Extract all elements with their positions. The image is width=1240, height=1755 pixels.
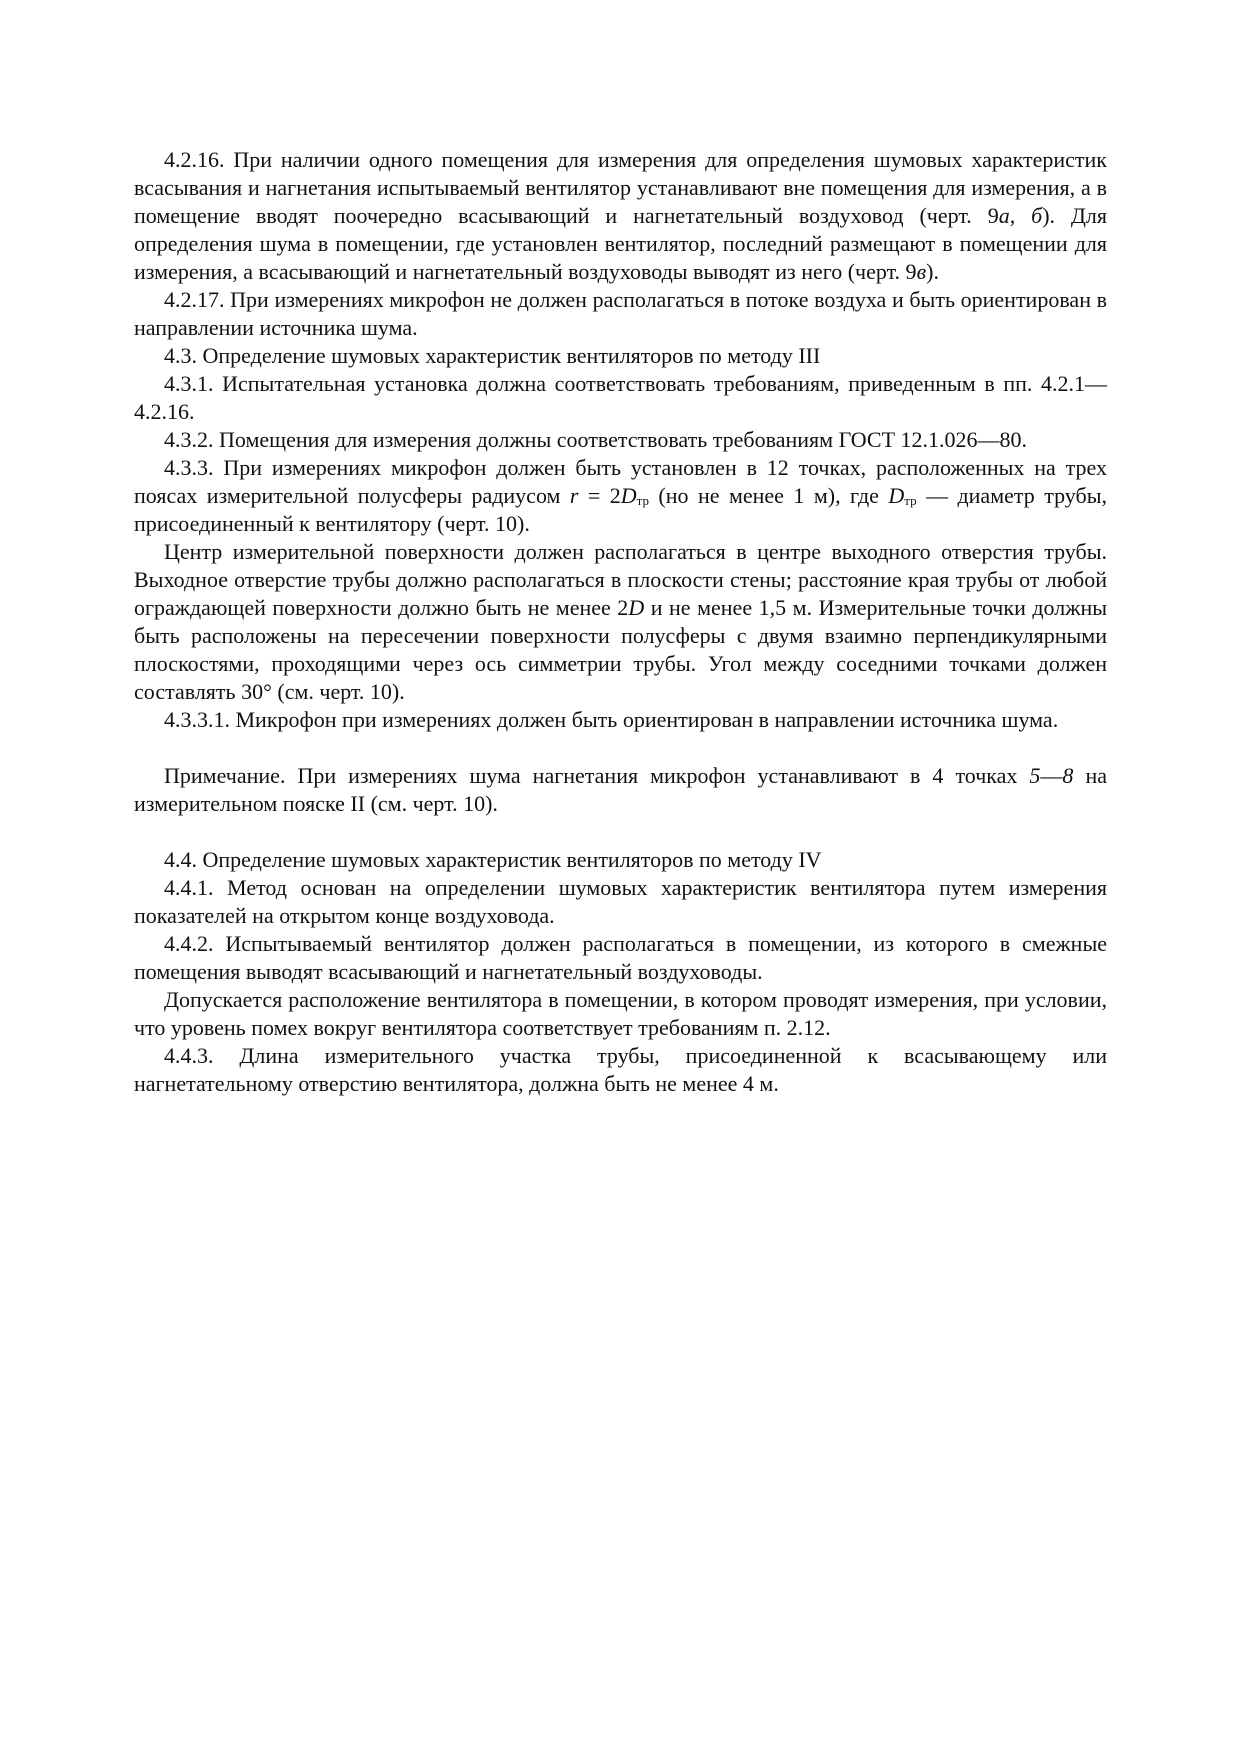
paragraph-4-3-3 — [134, 454, 1107, 538]
text-run: на измерительном пояске II (см. черт. 10). — [134, 763, 1107, 816]
text-run: = 2 — [578, 483, 621, 508]
text-run: ). Для определения шума в помещении, где установлен вентилятор, последний размещают в помещении для измерения, а всасывающий и нагнетательный воздуховоды выводят из него (черт. 9 — [134, 203, 1108, 284]
heading-4-4: 4.4. Определение шумовых характеристик вентиляторов по методу IV — [164, 847, 822, 872]
document-page — [134, 146, 1107, 1098]
paragraph-center — [134, 538, 1107, 706]
paragraph-4-4-3: 4.4.3. Длина измерительного участка трубы, присоединенной к всасывающему или нагнетательному отверстию вентилятора, должна быть не менее 4 м. — [134, 1043, 1107, 1096]
text-run: Примечание. При измерениях шума нагнетания микрофон устанавливают в 4 точках — [164, 763, 1030, 788]
paragraph-4-4-2: 4.4.2. Испытываемый вентилятор должен располагаться в помещении, из которого в смежные помещения выводят всасывающий и нагнетательный воздуховоды. — [134, 931, 1107, 984]
italic-run: а — [998, 203, 1010, 228]
heading-4-3: 4.3. Определение шумовых характеристик вентиляторов по методу III — [164, 343, 821, 368]
text-run: Центр измерительной поверхности должен располагаться в центре выходного отверстия трубы. Выходное отверстие трубы должно располагаться в плоскости стены; расстояние края трубы от любой ограждающей поверхности должно быть не менее 2 — [134, 539, 1107, 620]
text-run: и не менее 1,5 м. Измерительные точки должны быть расположены на пересечении поверхности полусферы с двумя взаимно перпендикулярными плоскостями, проходящими через ось симметрии трубы. Угол между соседними точками должен составлять 30° (см. черт. 10). — [134, 595, 1108, 704]
paragraph-allowed: Допускается расположение вентилятора в помещении, в котором проводят измерения, при условии, что уровень помех вокруг вентилятора соответствует требованиям п. 2.12. — [134, 987, 1107, 1040]
subscript: тр — [636, 493, 649, 508]
paragraph-4-3-3-1: 4.3.3.1. Микрофон при измерениях должен быть ориентирован в направлении источника шума. — [164, 707, 1059, 732]
italic-run: в — [916, 259, 927, 284]
paragraph-4-2-17: 4.2.17. При измерениях микрофон не должен располагаться в потоке воздуха и быть ориентирован в направлении источника шума. — [134, 287, 1107, 340]
text-run: — — [1040, 763, 1063, 788]
paragraph-4-2-16 — [134, 146, 1107, 286]
italic-run: 8 — [1062, 763, 1074, 788]
text-run: , — [1009, 203, 1032, 228]
note-paragraph — [134, 762, 1107, 818]
italic-run: D — [888, 483, 905, 508]
subscript: тр — [904, 493, 917, 508]
spacer — [134, 818, 1107, 846]
italic-run: 5 — [1029, 763, 1041, 788]
text-run: 4.3.3. При измерениях микрофон должен быть установлен в 12 точках, расположенных на трех поясах измерительной полусферы радиусом — [134, 455, 1107, 508]
paragraph-4-3-1: 4.3.1. Испытательная установка должна соответствовать требованиям, приведенным в пп. 4.2.1—4.2.16. — [134, 371, 1107, 424]
italic-run: r — [569, 483, 579, 508]
italic-run: D — [620, 483, 637, 508]
text-run: 4.2.16. При наличии одного помещения для измерения для определения шумовых характеристик всасывания и нагнетания испытываемый вентилятор устанавливают вне помещения для измерения, а в помещение вводят поочередно всасывающий и нагнетательный воздуховод (черт. 9 — [134, 147, 1107, 228]
text-run: ). — [926, 259, 939, 284]
paragraph-4-4-1: 4.4.1. Метод основан на определении шумовых характеристик вентилятора путем измерения показателей на открытом конце воздуховода. — [134, 875, 1107, 928]
paragraph-4-3-2: 4.3.2. Помещения для измерения должны соответствовать требованиям ГОСТ 12.1.026—80. — [164, 427, 1028, 452]
text-run: (но не менее 1 м), где — [648, 483, 889, 508]
spacer — [134, 734, 1107, 762]
italic-run: D — [628, 595, 645, 620]
italic-run: б — [1031, 203, 1043, 228]
text-run: — диаметр трубы, присоединенный к вентилятору (черт. 10). — [134, 483, 1107, 536]
